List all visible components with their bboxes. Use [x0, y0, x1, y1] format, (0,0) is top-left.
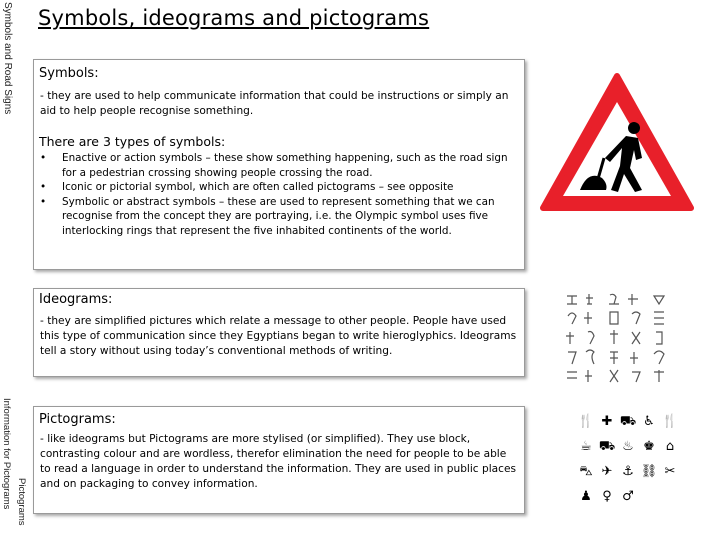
list-item: • Iconic or pictorial symbol, which are often called pictograms – see opposite [34, 180, 514, 195]
pictograms-text: - like ideograms but Pictograms are more stylised (or simplified). They use block, contrasting colour and are wordless, therefor elimination the need for people to be able to read a language in order to understand the information. They are used in public places and on packaging to convey information. [40, 433, 517, 490]
scissors-icon: ✂ [664, 463, 676, 479]
person-icon: ♟ [580, 488, 592, 504]
pictograms-panel [33, 406, 525, 514]
symbols-type-list [34, 151, 514, 239]
symbols-intro: - they are used to help communicate information that could be instructions or simply an aid to help people recognise something. [40, 90, 509, 117]
airplane-icon: ✈ [601, 463, 613, 479]
roadworks-sign-icon [538, 70, 696, 216]
first-aid-icon: ✚ [601, 413, 613, 429]
list-item: • Symbolic or abstract symbols – these are used to represent something that we can recognise from the concept they are portraying, i.e. the Olympic symbol uses five interlocking rings that represent the five inhabited continents of the world. [34, 195, 514, 239]
pictogram-icon-grid [577, 409, 681, 533]
wheelchair-icon: ♿ [643, 413, 655, 429]
car-icon: ⛟ [598, 438, 616, 454]
chain-icon: ⛓ [640, 463, 658, 479]
female-icon: ♀ [602, 488, 612, 504]
anchor-icon: ⚓ [622, 463, 634, 479]
cup-icon: ☕ [580, 438, 592, 454]
restaurant-icon: 🍴 [661, 413, 679, 429]
ideograms-panel [33, 288, 525, 377]
male-icon: ♂ [622, 488, 634, 504]
pictograms-heading: Pictograms: [39, 412, 116, 427]
king-icon: ♚ [643, 438, 655, 454]
house-icon: ⌂ [665, 438, 675, 454]
symbols-panel [33, 59, 525, 270]
side-label-symbols: Symbols and Road Signs [2, 2, 13, 115]
symbols-types-heading: There are 3 types of symbols: [39, 134, 226, 149]
symbols-heading: Symbols: [39, 66, 99, 81]
side-label-information: Information for Pictograms [1, 398, 12, 510]
hot-spring-icon: ♨ [622, 438, 634, 454]
side-label-pictograms: Pictograms [16, 478, 27, 526]
ideograms-heading: Ideograms: [39, 292, 113, 307]
list-item: • Enactive or action symbols – these show something happening, such as the road sign for a pedestrian crossing showing people crossing the road. [34, 151, 514, 180]
fork-knife-icon: 🍴 [577, 413, 595, 429]
ideograms-text: - they are simplified pictures which relate a message to other people. People have used this type of communication since they Egyptians began to write hieroglyphics. Ideograms tell a story without using today’s conventional methods of writing. [40, 315, 517, 357]
bus-icon: ⛟ [619, 413, 637, 429]
truck-icon: ⛍ [579, 463, 593, 479]
hieroglyph-grid-icon [562, 290, 680, 384]
page-title: Symbols, ideograms and pictograms [38, 6, 430, 30]
